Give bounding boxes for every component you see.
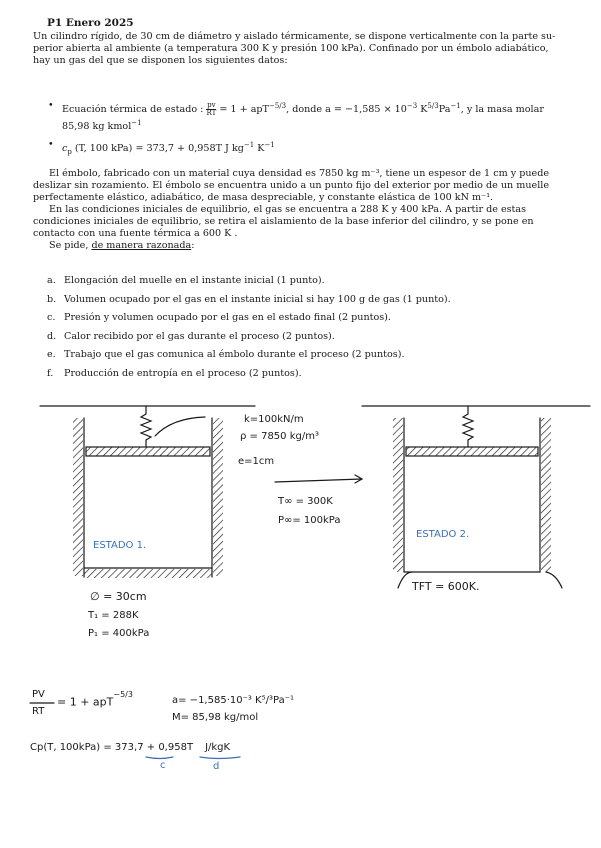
label-estado-1: ESTADO 1. [93, 540, 147, 551]
wall-hatch-left-1 [73, 418, 83, 576]
intro-line: perior abierta al ambiente (a temperatura 300 K y presión 100 kPa). Confinado por un émbolo adiabático, [33, 43, 549, 54]
body-line: contacto con una fuente térmica a 600 K . [33, 228, 238, 239]
question-item: b. Volumen ocupado por el gas en el instante inicial si hay 100 g de gas (1 punto). [47, 293, 451, 305]
source-arc-right [546, 572, 562, 588]
intro-line: Un cilindro rígido, de 30 cm de diámetro y aislado térmicamente, se dispone verticalmente con la parte su- [33, 31, 556, 42]
bullet-equation-of-state: • Ecuación térmica de estado : $\frac{pv}{RT}$ = 1 + apT$^{-5/3}$, donde $a = -1,585 \times 10^{-3}$ $K^{5/3}Pa^{-1}$, y la masa molar 85,98 kg kmol$^{-1}$ [48, 100, 544, 133]
intro-line: hay un gas del que se disponen los siguientes datos: [33, 55, 288, 66]
spring-2 [463, 406, 473, 447]
eos-denominator: RT [32, 706, 45, 717]
question-item: c. Presión y volumen ocupado por el gas en el estado final (2 puntos). [47, 312, 391, 324]
note-molar-mass: M= 85,98 kg/mol [172, 712, 259, 723]
fraction: $\frac{pv}{RT}$ [206, 101, 217, 118]
label-c: c [160, 760, 166, 771]
piston-1 [86, 447, 210, 456]
problem-title: P1 Enero 2025 [47, 17, 134, 29]
body-line: perfectamente elástico, adiabático, de masa despreciable, y constante elástica de 100 kN m⁻¹. [33, 192, 494, 203]
ask-line: Se pide, de manera razonada: [49, 240, 195, 251]
note-thickness: e=1cm [238, 456, 275, 467]
note-a-value: a= −1,585·10⁻³ K⁵/³Pa⁻¹ [172, 695, 295, 706]
wall-hatch-left-2 [393, 418, 403, 572]
pointer-line [155, 417, 205, 436]
question-item: e. Trabajo que el gas comunica al émbolo durante el proceso (2 puntos). [47, 349, 405, 361]
body-line: deslizar sin rozamiento. El émbolo se encuentra unido a un punto fijo del exterior por medio de un muelle [33, 180, 550, 191]
base-hatch-1 [84, 569, 212, 578]
eos-numerator: PV [32, 689, 45, 700]
wall-hatch-right-1 [213, 418, 223, 576]
label-estado-2: ESTADO 2. [416, 529, 470, 540]
spring-1 [141, 406, 151, 447]
body-line: En las condiciones iniciales de equilibrio, el gas se encuentra a 288 K y 400 kPa. A partir de estas [49, 204, 527, 215]
note-t-inf: T∞ = 300K [278, 496, 333, 507]
underline-c [146, 757, 173, 759]
question-item: f. Producción de entropía en el proceso (2 puntos). [47, 367, 302, 379]
process-arrow [275, 479, 362, 482]
note-t1: T₁ = 288K [88, 610, 139, 621]
bullet-icon: • [48, 100, 54, 111]
question-item: a. Elongación del muelle en el instante inicial (1 punto). [47, 275, 325, 286]
eos-rhs: = 1 + apT$^{-5/3}$ [57, 690, 133, 709]
body-line: El émbolo, fabricado con un material cuya densidad es 7850 kg m⁻³, tiene un espesor de 1 cm y puede [49, 168, 550, 179]
source-arc-left [398, 572, 412, 588]
note-p1: P₁ = 400kPa [88, 628, 150, 639]
question-item: d. Calor recibido por el gas durante el proceso (2 puntos). [47, 330, 335, 342]
note-p-inf: P∞= 100kPa [278, 515, 341, 526]
note-density: ρ = 7850 kg/m³ [240, 431, 319, 442]
note-diameter: ∅ = 30cm [90, 590, 147, 603]
piston-2 [406, 447, 538, 456]
note-tft: TFT = 600K. [412, 580, 480, 593]
underline-d [200, 757, 240, 759]
body-line: condiciones iniciales de equilibrio, se retira el aislamiento de la base inferior del cilindro, y se pone en [33, 216, 534, 227]
wall-hatch-right-2 [541, 418, 551, 572]
note-spring-k: k=100kN/m [244, 414, 304, 425]
bullet-icon: • [48, 139, 54, 150]
note-cp: Cp(T, 100kPa) = 373,7 + 0,958T J/kgK [30, 742, 231, 753]
bullet-cp: • $c_p$ (T, 100 kPa) = 373,7 + 0,958T J $kg^{-1}$ $K^{-1}$ [48, 139, 275, 157]
label-d: d [213, 761, 220, 772]
